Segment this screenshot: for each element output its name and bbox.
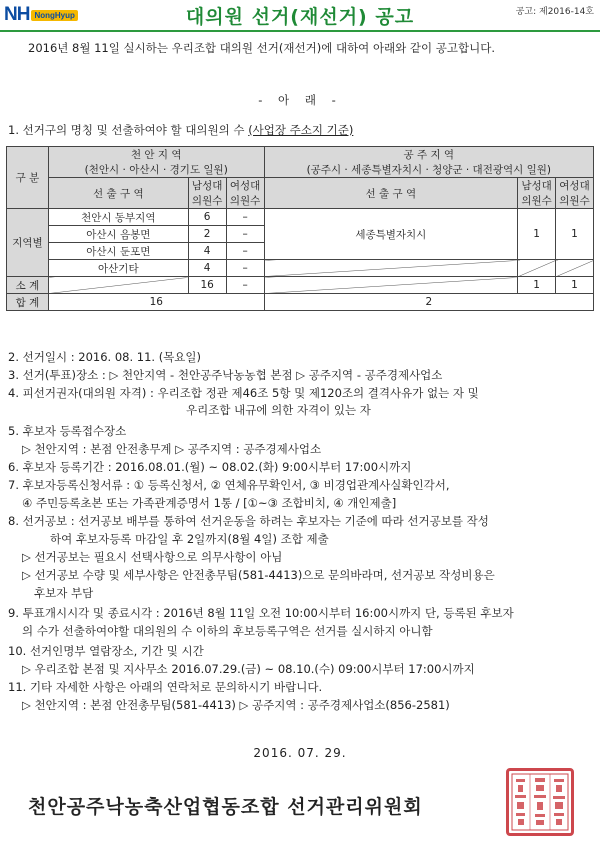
section-1-underlined: (사업장 주소지 기준) <box>248 123 354 137</box>
item-10-detail: ▷ 우리조합 본점 및 지사무소 2016.07.29.(금) ~ 08.10.(수) 09:00시부터 17:00시까지 <box>22 662 475 676</box>
empty-cell <box>264 260 518 277</box>
issuing-organization: 천안공주낙농축산업협동조합 선거관리위원회 <box>28 796 423 818</box>
item-5: 5. 후보자 등록접수장소 <box>8 424 127 438</box>
item-8: 8. 선거공보 : 선거공보 배부를 통하여 선거운동을 하려는 후보자는 기준에 따라 선거공보를 작성 <box>8 514 489 528</box>
section-1-text: 1. 선거구의 명칭 및 선출하여야 할 대의원의 수 <box>8 123 249 137</box>
item-2: 2. 선거일시 : 2016. 08. 11. (목요일) <box>8 350 202 364</box>
item-9: 9. 투표개시시각 및 종료시각 : 2016년 8월 11일 오전 10:00시부터 16:00시까지 단, 등록된 후보자 <box>8 606 514 620</box>
male-count: 4 <box>188 260 226 277</box>
male-count-b: 1 <box>518 209 556 260</box>
logo-mark: NH <box>4 4 30 25</box>
female-count: – <box>226 243 264 260</box>
district-name: 아산시 음봉면 <box>48 226 188 243</box>
item-4: 4. 피선거권자(대의원 자격) : 우리조합 정관 제46조 5항 및 제120조의 결격사유가 없는 자 및 <box>8 386 479 400</box>
district-name: 아산기타 <box>48 260 188 277</box>
logo-tagline: NongHyup <box>31 10 77 21</box>
official-seal <box>506 768 574 836</box>
region-b-header: 공 주 지 역 (공주시 · 세종특별자치시 · 청양군 · 대전광역시 일원) <box>264 147 593 178</box>
female-count-b: 1 <box>556 209 594 260</box>
district-header-b: 선 출 구 역 <box>264 178 518 209</box>
item-6: 6. 후보자 등록기간 : 2016.08.01.(월) ~ 08.02.(화) 9:00시부터 17:00시까지 <box>8 460 412 474</box>
below-heading: - 아 래 - <box>258 93 342 107</box>
district-name: 천안시 동부지역 <box>48 209 188 226</box>
row-label-region: 지역별 <box>7 209 49 277</box>
intro-paragraph: 2016년 8월 11일 실시하는 우리조합 대의원 선거(재선거)에 대하여 아래와 같이 공고합니다. <box>28 41 495 55</box>
male-header-a: 남성대의원수 <box>188 178 226 209</box>
female-header-b: 여성대의원수 <box>556 178 594 209</box>
item-8-note-1: ▷ 선거공보는 필요시 선택사항으로 의무사항이 아님 <box>22 550 283 564</box>
female-header-a: 여성대의원수 <box>226 178 264 209</box>
item-5-detail: ▷ 천안지역 : 본점 안전총무계 ▷ 공주지역 : 공주경제사업소 <box>22 442 322 456</box>
region-a-header: 천 안 지 역 (천안시 · 아산시 · 경기도 일원) <box>48 147 264 178</box>
section-1-heading <box>8 122 353 138</box>
item-7-cont: ④ 주민등록초본 또는 가족관계증명서 1통 / [①~③ 조합비치, ④ 개인제출] <box>22 496 397 510</box>
document-number: 공고: 제2016-14호 <box>515 7 594 17</box>
male-count: 2 <box>188 226 226 243</box>
item-11: 11. 기타 자세한 사항은 아래의 연락처로 문의하시기 바랍니다. <box>8 680 323 694</box>
total-b: 2 <box>264 294 593 311</box>
total-a: 16 <box>48 294 264 311</box>
issue-date: 2016. 07. 29. <box>253 746 347 760</box>
female-count: – <box>226 260 264 277</box>
female-count: – <box>226 226 264 243</box>
item-8-note-2-cont: 후보자 부담 <box>34 586 94 600</box>
empty-cell <box>264 277 518 294</box>
subtotal-b-female: 1 <box>556 277 594 294</box>
empty-cell <box>556 260 594 277</box>
item-8-note-2: ▷ 선거공보 수량 및 세부사항은 안전총무팀(581-4413)으로 문의바라며, 선거공보 작성비용은 <box>22 568 495 582</box>
male-count: 4 <box>188 243 226 260</box>
subtotal-b-male: 1 <box>518 277 556 294</box>
subtotal-label: 소 계 <box>7 277 49 294</box>
district-name-b: 세종특별자치시 <box>264 209 518 260</box>
district-header-a: 선 출 구 역 <box>48 178 188 209</box>
item-4-cont: 우리조합 내규에 의한 자격이 있는 자 <box>186 403 371 417</box>
district-table <box>6 146 594 311</box>
empty-cell <box>48 277 188 294</box>
item-7: 7. 후보자등록신청서류 : ① 등록신청서, ② 연체유무확인서, ③ 비경업관계사실확인각서, <box>8 478 450 492</box>
item-10: 10. 선거인명부 열람장소, 기간 및 시간 <box>8 644 204 658</box>
col-gubun: 구 분 <box>7 147 49 209</box>
item-3: 3. 선거(투표)장소 : ▷ 천안지역 - 천안공주낙농농협 본점 ▷ 공주지역 - 공주경제사업소 <box>8 368 443 382</box>
district-name: 아산시 둔포면 <box>48 243 188 260</box>
item-8-cont: 하여 후보자등록 마감일 후 2일까지(8월 4일) 조합 제출 <box>50 532 329 546</box>
subtotal-a-female: – <box>226 277 264 294</box>
item-11-detail: ▷ 천안지역 : 본점 안전총무팀(581-4413) ▷ 공주지역 : 공주경제사업소(856-2581) <box>22 698 450 712</box>
item-9-cont: 의 수가 선출하여야할 대의원의 수 이하의 후보등록구역은 선거를 실시하지 아니함 <box>22 624 433 638</box>
female-count: – <box>226 209 264 226</box>
page-title: 대의원 선거(재선거) 공고 <box>185 6 415 28</box>
male-count: 6 <box>188 209 226 226</box>
header <box>0 0 600 32</box>
male-header-b: 남성대의원수 <box>518 178 556 209</box>
header-divider <box>0 30 600 32</box>
subtotal-a-male: 16 <box>188 277 226 294</box>
seal-pattern <box>509 771 571 833</box>
empty-cell <box>518 260 556 277</box>
total-label: 합 계 <box>7 294 49 311</box>
